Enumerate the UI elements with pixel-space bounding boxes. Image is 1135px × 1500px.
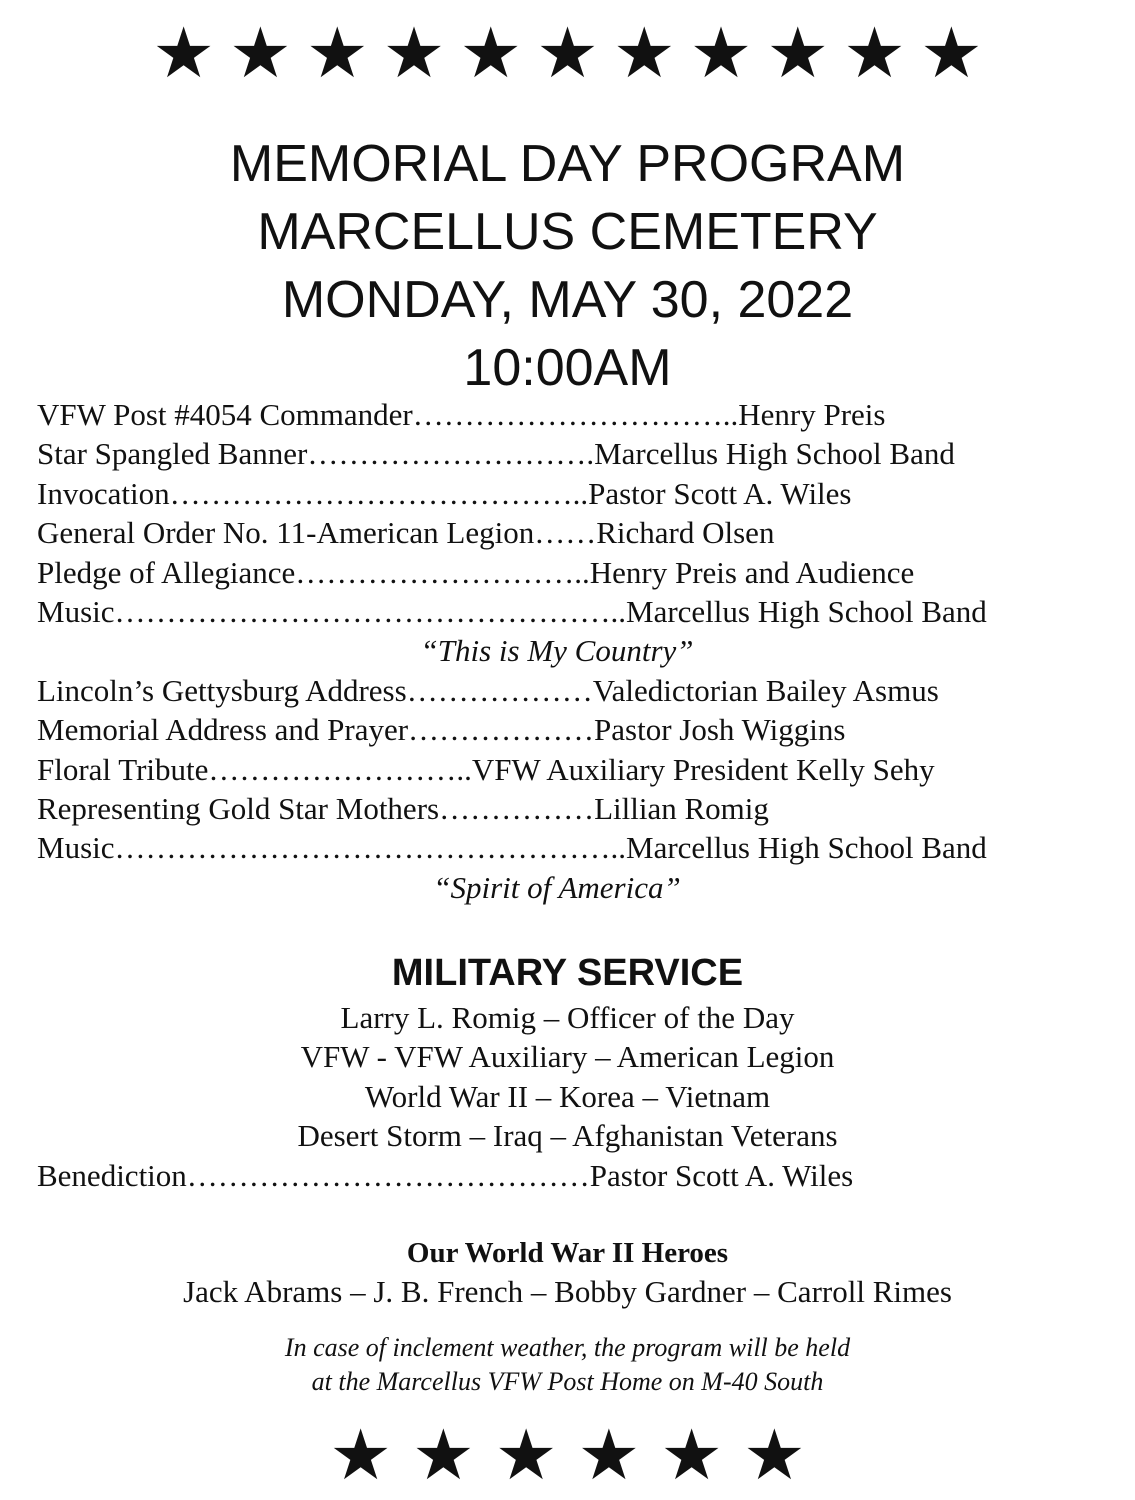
- program-participant: VFW Auxiliary President Kelly Sehy: [471, 751, 935, 787]
- dot-leader: ……………………..: [208, 751, 472, 787]
- program-row: [37, 750, 1097, 789]
- dot-leader: ………………: [406, 672, 593, 708]
- program-row: [37, 553, 1097, 592]
- dot-leader: …………………………………: [186, 1158, 590, 1193]
- program-item: Music: [37, 594, 115, 630]
- program-participant: Lillian Romig: [594, 791, 769, 827]
- weather-notice-line: In case of inclement weather, the program will be held: [284, 1333, 851, 1362]
- program-participant: Richard Olsen: [596, 515, 775, 551]
- program-item: Music: [37, 830, 115, 866]
- star-icon: ★: [305, 12, 369, 94]
- program-item: Benediction: [37, 1158, 187, 1193]
- star-icon: ★: [152, 12, 216, 94]
- top-star-row: [0, 12, 1135, 94]
- program-item: Star Spangled Banner: [37, 436, 308, 472]
- military-service-title: MILITARY SERVICE: [391, 952, 744, 994]
- program-item: VFW Post #4054 Commander: [37, 397, 413, 432]
- dot-leader: ……: [534, 515, 597, 551]
- program-row: [37, 474, 1097, 513]
- star-icon: ★: [612, 12, 676, 94]
- star-icon: ★: [536, 12, 599, 94]
- program-item: Memorial Address and Prayer: [37, 712, 409, 748]
- weather-notice: [0, 1331, 1135, 1399]
- program-row: [37, 828, 1097, 867]
- program-participant: Henry Preis: [738, 397, 886, 432]
- program-participant: Marcellus High School Band: [626, 594, 987, 630]
- program-row: [37, 513, 1097, 552]
- song-title: “This is My Country”: [420, 633, 694, 669]
- star-icon: ★: [577, 1414, 641, 1496]
- program-row: [37, 592, 1097, 631]
- program-row: [37, 710, 1097, 749]
- star-icon: ★: [494, 1414, 558, 1496]
- dot-leader: ……………………….: [307, 436, 595, 472]
- program-item: Floral Tribute: [37, 751, 209, 787]
- dot-leader: ………………………..: [295, 554, 590, 590]
- bottom-star-row: [0, 1414, 1135, 1496]
- star-icon: ★: [689, 12, 753, 94]
- program-participant: Marcellus High School Band: [626, 830, 987, 866]
- military-line: VFW - VFW Auxiliary – American Legion: [300, 1039, 835, 1075]
- program-participant: Henry Preis and Audience: [589, 554, 915, 590]
- dot-leader: …………………………………………..: [114, 830, 626, 866]
- star-icon: ★: [843, 12, 906, 94]
- program-participant: Pastor Scott A. Wiles: [589, 1158, 854, 1193]
- star-icon: ★: [919, 12, 983, 94]
- heroes-section: [0, 1234, 1135, 1312]
- cemetery-name: MARCELLUS CEMETERY: [257, 203, 878, 261]
- dot-leader: …………………………………..: [169, 475, 589, 511]
- dot-leader: …………………………………………..: [114, 594, 626, 630]
- star-icon: ★: [229, 12, 292, 94]
- star-icon: ★: [382, 12, 446, 94]
- program-item: Lincoln’s Gettysburg Address: [37, 672, 407, 708]
- program-row: [37, 789, 1097, 828]
- heroes-title: Our World War II Heroes: [406, 1237, 729, 1269]
- program-time: 10:00AM: [463, 339, 672, 397]
- military-line: Larry L. Romig – Officer of the Day: [340, 1000, 795, 1035]
- program-row: [37, 395, 1097, 434]
- military-line: World War II – Korea – Vietnam: [364, 1078, 771, 1114]
- star-icon: ★: [411, 1414, 475, 1496]
- program-item: Pledge of Allegiance: [37, 554, 296, 590]
- program-date: MONDAY, MAY 30, 2022: [281, 271, 854, 329]
- heroes-names: Jack Abrams – J. B. French – Bobby Gardner – Carroll Rimes: [183, 1274, 952, 1309]
- star-icon: ★: [459, 12, 523, 94]
- dot-leader: ……………: [439, 791, 595, 827]
- program-item: Invocation: [37, 475, 170, 511]
- program-list: [37, 395, 1097, 907]
- military-line: Desert Storm – Iraq – Afghanistan Veterans: [297, 1118, 838, 1154]
- star-icon: ★: [329, 1414, 392, 1496]
- star-icon: ★: [766, 12, 830, 94]
- program-title: MEMORIAL DAY PROGRAM: [229, 135, 906, 193]
- program-header: [0, 130, 1135, 402]
- dot-leader: …………………………..: [412, 397, 739, 432]
- program-participant: Pastor Josh Wiggins: [594, 712, 846, 748]
- program-participant: Pastor Scott A. Wiles: [588, 475, 852, 511]
- song-title: “Spirit of America”: [433, 869, 681, 905]
- program-item: Representing Gold Star Mothers: [37, 791, 440, 827]
- program-row: [37, 671, 1097, 710]
- program-participant: Valedictorian Bailey Asmus: [592, 672, 939, 708]
- program-item: General Order No. 11-American Legion: [37, 515, 535, 551]
- benediction-row: [37, 1156, 1097, 1195]
- star-icon: ★: [660, 1414, 724, 1496]
- star-icon: ★: [743, 1414, 806, 1496]
- program-row: [37, 434, 1097, 473]
- military-service-section: [0, 948, 1135, 1156]
- program-participant: Marcellus High School Band: [594, 436, 955, 472]
- program-row: [37, 1156, 1097, 1195]
- dot-leader: ………………: [408, 712, 595, 748]
- weather-notice-line: at the Marcellus VFW Post Home on M-40 South: [311, 1367, 824, 1396]
